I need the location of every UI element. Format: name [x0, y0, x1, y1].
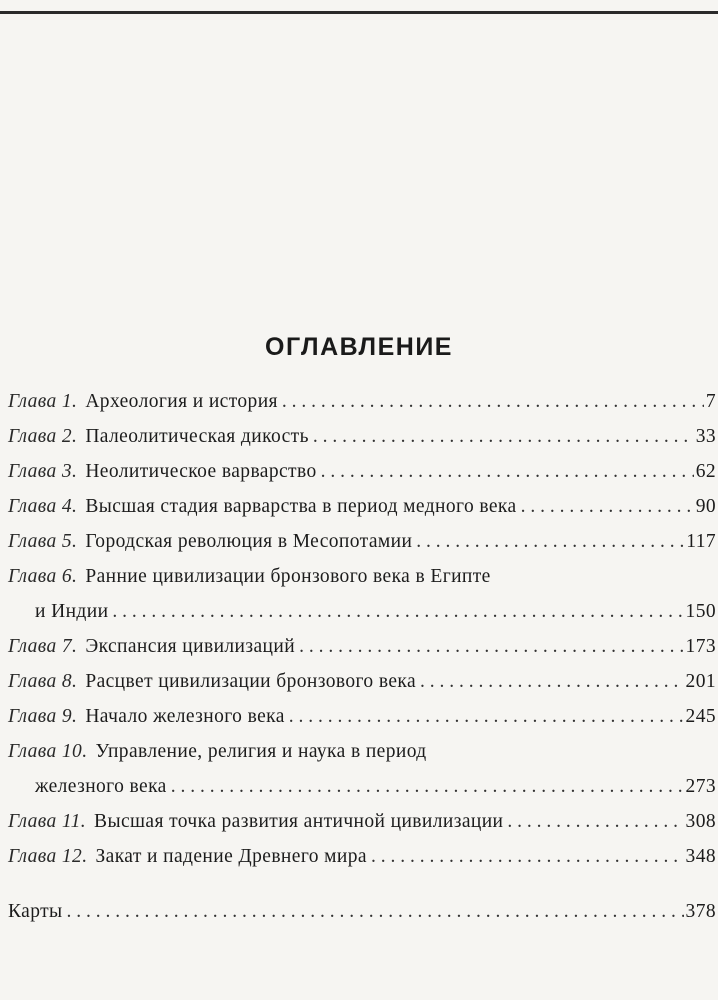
chapter-title: Ранние цивилизации бронзового века в Египте — [85, 566, 491, 587]
toc-entry-5[interactable] — [8, 524, 716, 559]
chapter-title-continued: железного века — [35, 776, 167, 797]
toc-entry-12[interactable] — [8, 839, 716, 874]
chapter-title: Городская революция в Месопотамии — [85, 531, 413, 552]
spacer — [8, 874, 716, 894]
chapter-title: Высшая точка развития античной цивилизации — [94, 811, 504, 832]
dot-leader — [67, 894, 684, 929]
page-number: 308 — [685, 811, 716, 832]
chapter-label: Глава 6. — [8, 566, 78, 587]
page-number: 7 — [705, 391, 716, 412]
dot-leader — [112, 594, 683, 629]
toc-entry-2[interactable] — [8, 419, 716, 454]
dot-leader — [507, 804, 683, 839]
maps-title: Карты — [8, 901, 63, 922]
chapter-label: Глава 7. — [8, 636, 78, 657]
page-number: 348 — [685, 846, 716, 867]
chapter-title: Экспансия цивилизаций — [85, 636, 296, 657]
dot-leader — [282, 384, 704, 419]
chapter-title: Начало железного века — [85, 706, 285, 727]
page-number: 378 — [685, 901, 716, 922]
chapter-label: Глава 2. — [8, 426, 78, 447]
page-number: 173 — [685, 636, 716, 657]
chapter-title: Закат и падение Древнего мира — [95, 846, 367, 867]
chapter-title: Управление, религия и наука в период — [95, 741, 427, 762]
top-rule — [0, 11, 718, 14]
toc-entry-6[interactable] — [8, 559, 716, 629]
page-number: 150 — [685, 601, 716, 622]
chapter-label: Глава 8. — [8, 671, 78, 692]
toc-entry-4[interactable] — [8, 489, 716, 524]
chapter-label: Глава 5. — [8, 531, 78, 552]
dot-leader — [416, 524, 684, 559]
chapter-title: Археология и история — [85, 391, 278, 412]
page-number: 90 — [695, 496, 716, 517]
dot-leader — [420, 664, 684, 699]
dot-leader — [171, 769, 684, 804]
toc-entry-1[interactable] — [8, 384, 716, 419]
dot-leader — [313, 419, 694, 454]
dot-leader — [371, 839, 684, 874]
chapter-label: Глава 12. — [8, 846, 88, 867]
chapter-label: Глава 1. — [8, 391, 78, 412]
chapter-label: Глава 3. — [8, 461, 78, 482]
toc-entry-9[interactable] — [8, 699, 716, 734]
chapter-title: Палеолитическая дикость — [85, 426, 309, 447]
toc-entry-3[interactable] — [8, 454, 716, 489]
page-number: 33 — [695, 426, 716, 447]
toc-entry-11[interactable] — [8, 804, 716, 839]
page-number: 245 — [685, 706, 716, 727]
toc-entry-10[interactable] — [8, 734, 716, 804]
toc-entry-8[interactable] — [8, 664, 716, 699]
toc-entry-7[interactable] — [8, 629, 716, 664]
dot-leader — [321, 454, 694, 489]
chapter-title: Неолитическое варварство — [85, 461, 317, 482]
chapter-label: Глава 4. — [8, 496, 78, 517]
chapter-label: Глава 9. — [8, 706, 78, 727]
page-number: 62 — [695, 461, 716, 482]
chapter-title-continued: и Индии — [35, 601, 109, 622]
page-number: 201 — [685, 671, 716, 692]
toc-list — [8, 384, 716, 929]
toc-entry-maps[interactable] — [8, 894, 716, 929]
dot-leader — [299, 629, 683, 664]
dot-leader — [289, 699, 684, 734]
page-number: 273 — [685, 776, 716, 797]
chapter-label: Глава 10. — [8, 741, 88, 762]
chapter-label: Глава 11. — [8, 811, 87, 832]
page-number: 117 — [686, 531, 716, 552]
toc-heading: ОГЛАВЛЕНИЕ — [265, 333, 453, 361]
chapter-title: Расцвет цивилизации бронзового века — [85, 671, 417, 692]
chapter-title: Высшая стадия варварства в период медного века — [85, 496, 517, 517]
dot-leader — [521, 489, 694, 524]
